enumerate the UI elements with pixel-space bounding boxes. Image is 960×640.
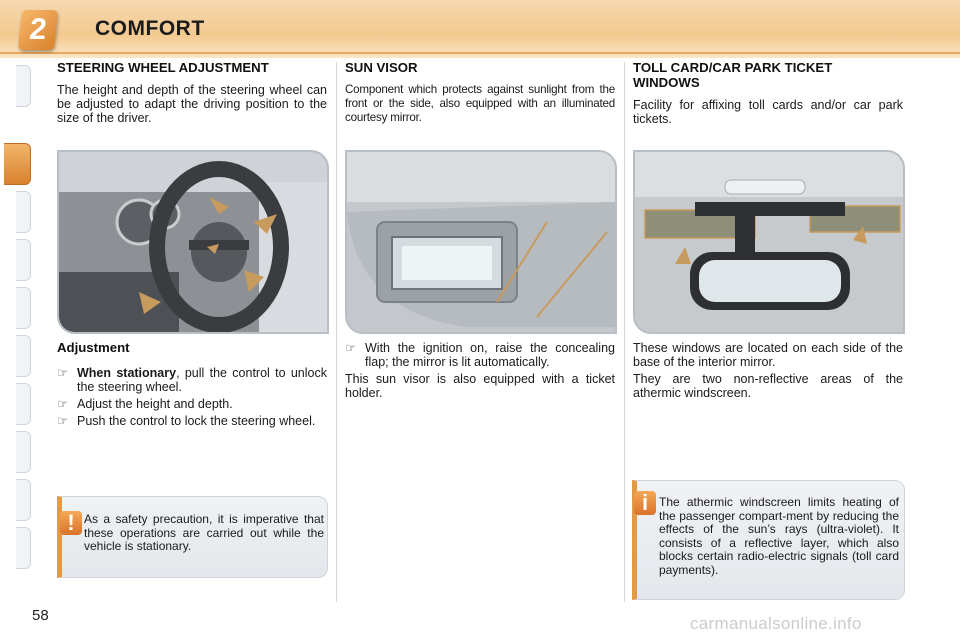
toll-section [633,60,903,126]
steering-wheel-illustration [59,152,327,332]
warning-text: As a safety precaution, it is imperative that these operations are carried out while the vehicle is stationary. [84,512,324,553]
toll-details [633,341,903,400]
pointing-hand-icon: ☞ [345,341,357,355]
list-item [345,341,615,369]
visor-usage [345,341,615,400]
page-title: COMFORT [95,17,205,40]
chapter-tab-active[interactable] [4,143,31,185]
column-divider [336,62,337,602]
chapter-tab[interactable] [16,527,31,569]
bullet-text: Adjust the height and depth. [77,397,233,411]
bullet-text: With the ignition on, raise the concealing flap; the mirror is lit automatically. [365,341,615,369]
steering-section [57,60,327,125]
pointing-hand-icon: ☞ [57,397,69,411]
chapter-tab[interactable] [16,479,31,521]
section-intro: Facility for affixing toll cards and/or car park tickets. [633,98,903,126]
sun-visor-illustration [347,152,615,332]
page-header [0,0,960,58]
section-heading: TOLL CARD/CAR PARK TICKET WINDOWS [633,60,833,90]
adjustment-section [57,340,327,431]
body-text: They are two non-reflective areas of the athermic windscreen. [633,372,903,400]
bullet-text: , pull the control to unlock the steering wheel. [77,366,327,394]
chapter-tab[interactable] [16,287,31,329]
sun-visor-photo [345,150,617,334]
column-divider [624,62,625,602]
pointing-hand-icon: ☞ [57,414,69,428]
chapter-badge: 2 [18,10,58,50]
section-heading: SUN VISOR [345,60,418,75]
pointing-hand-icon: ☞ [57,366,69,380]
info-icon: i [634,491,656,515]
toll-card-window-photo [633,150,905,334]
info-text: The athermic windscreen limits heating of the passenger compart-ment by reducing the effects of the sun’s rays (ultra-violet). It consists of a reflective layer, which also blocks certain radio-electric signals (toll card payments). [659,495,899,577]
watermark: carmanualsonline.info [690,614,862,633]
list-item [57,414,327,428]
chapter-tab[interactable] [16,191,31,233]
info-box [632,480,905,600]
list-item [57,366,327,394]
chapter-tab[interactable] [16,383,31,425]
header-rule [0,52,960,54]
chapter-tab[interactable] [16,335,31,377]
page-number: 58 [32,607,49,624]
bullet-text: Push the control to lock the steering wheel. [77,414,316,428]
chapter-tab[interactable] [16,431,31,473]
section-heading: STEERING WHEEL ADJUSTMENT [57,60,269,75]
interior-mirror-illustration [635,152,903,332]
subsection-heading: Adjustment [57,340,130,355]
list-item [57,397,327,411]
section-intro: The height and depth of the steering wheel can be adjusted to adapt the driving position to the size of the driver. [57,83,327,125]
chapter-tab[interactable] [16,239,31,281]
chapter-tab[interactable] [16,65,31,107]
steering-wheel-photo [57,150,329,334]
chapter-tabs [0,65,30,575]
warning-box [57,496,328,578]
visor-section [345,60,615,125]
body-text: This sun visor is also equipped with a ticket holder. [345,372,615,400]
exclamation-icon: ! [60,511,82,535]
body-text: These windows are located on each side of the base of the interior mirror. [633,341,903,369]
section-intro: Component which protects against sunlight from the front or the side, also equipped with an illuminated courtesy mirror. [345,83,615,124]
bullet-bold: When stationary [77,366,177,380]
